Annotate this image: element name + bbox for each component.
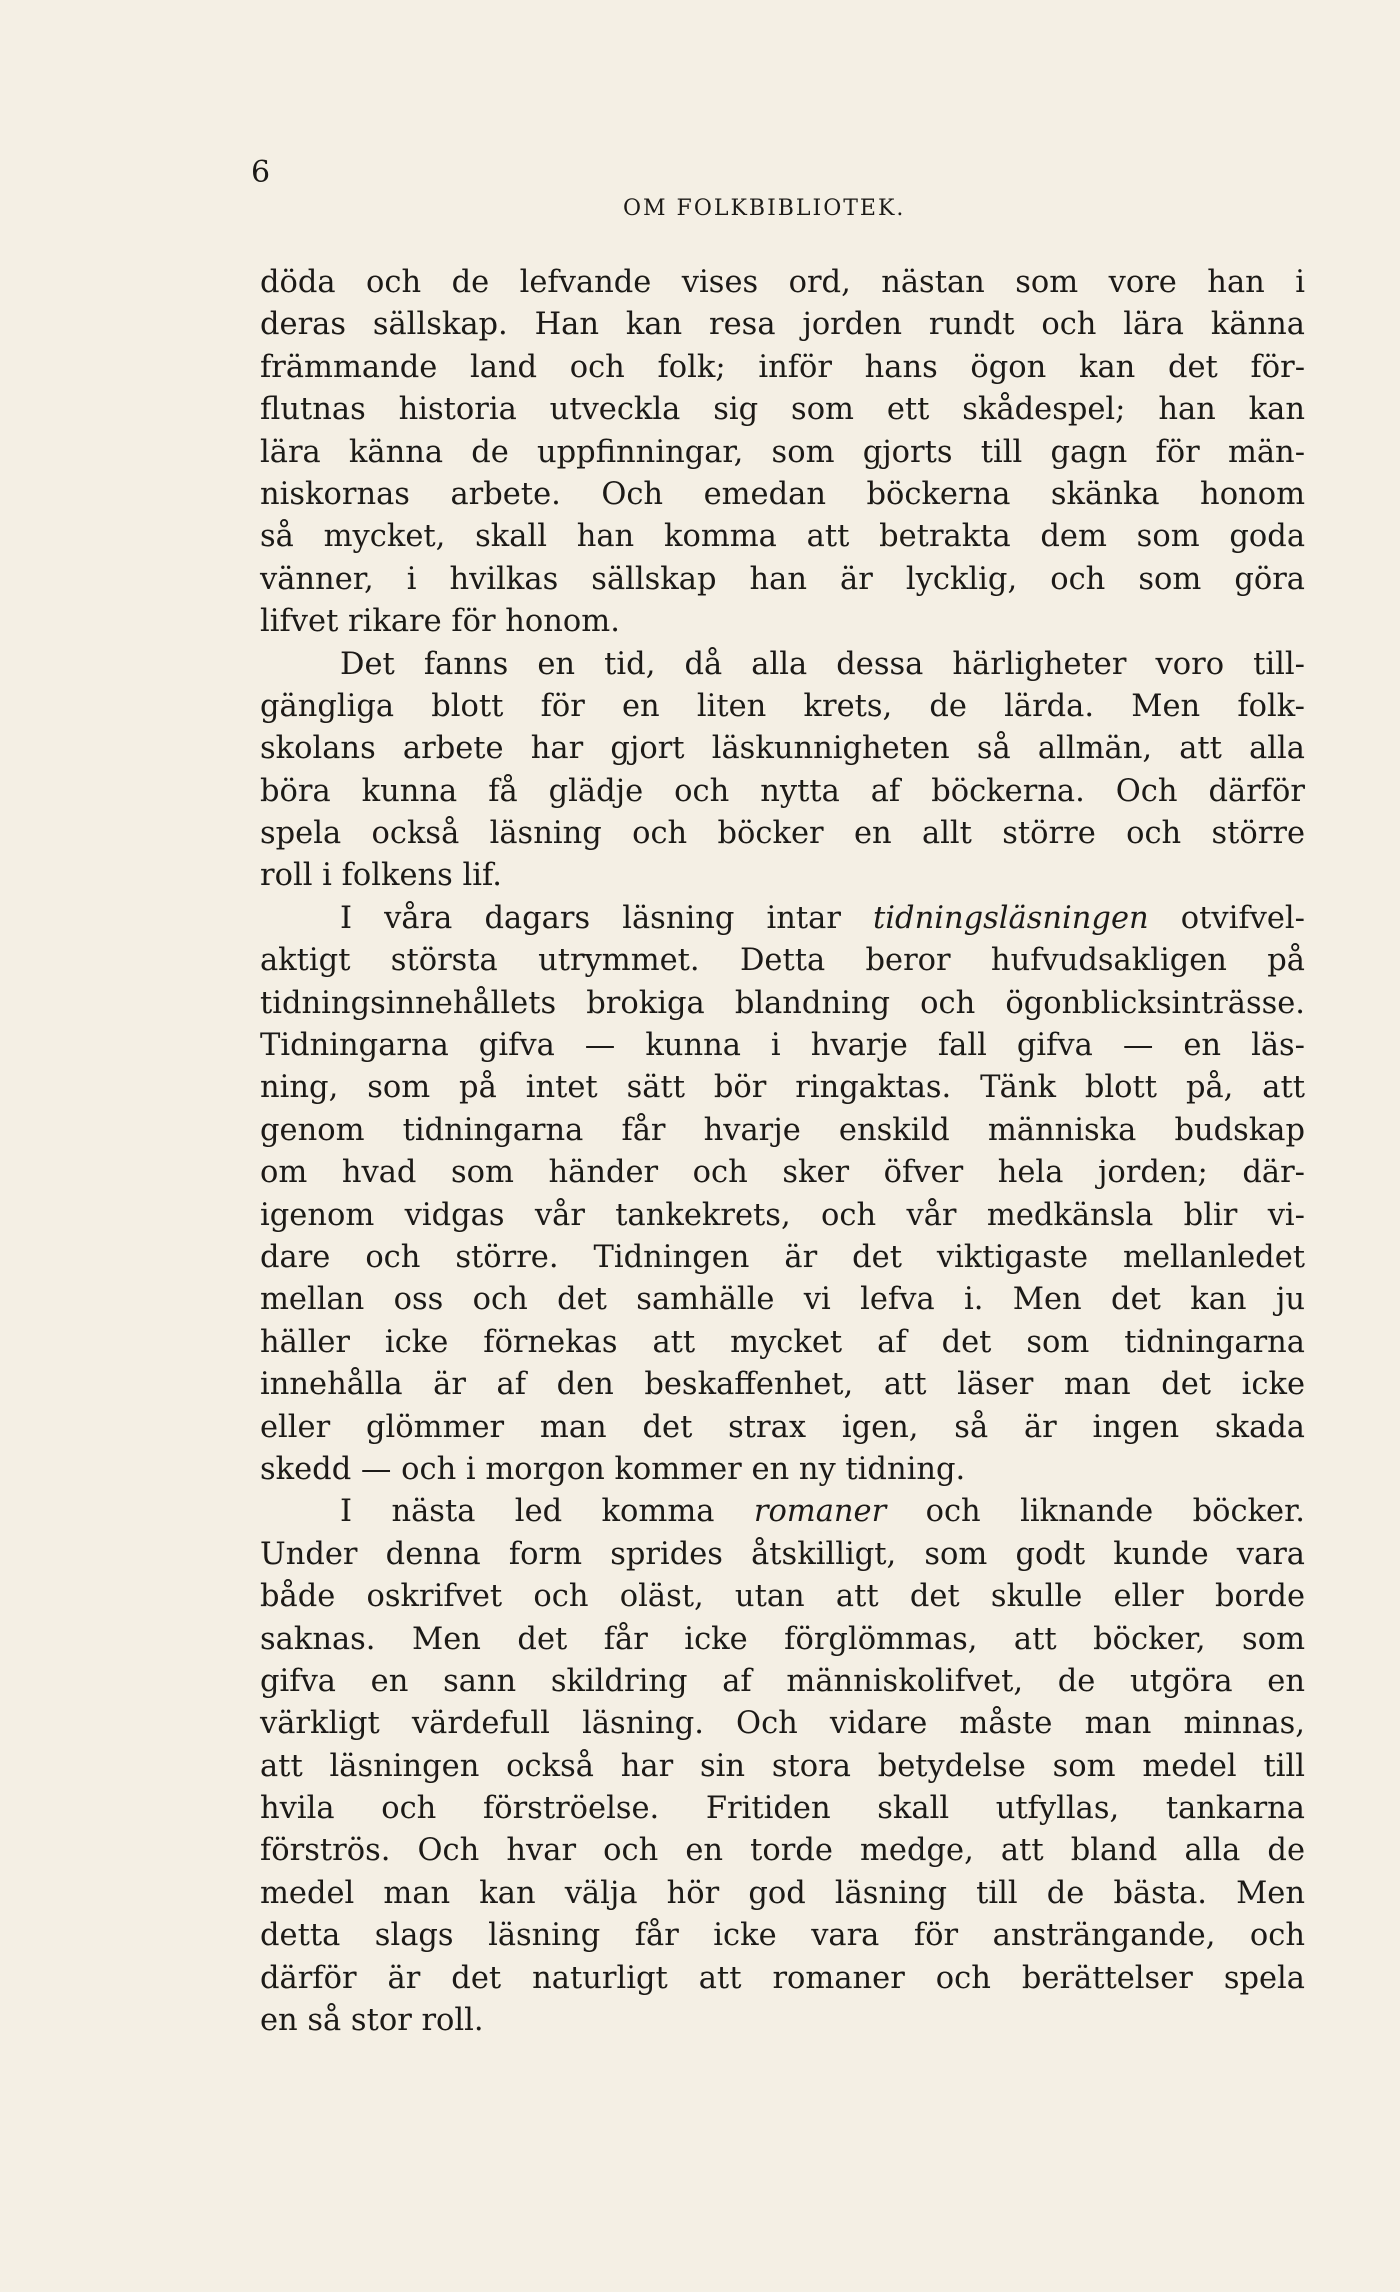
text-segment: därför är det naturligt att romaner och berättelser spela: [260, 1960, 1305, 1996]
text-segment: I våra dagars läsning intar: [340, 900, 874, 936]
text-line: [260, 347, 1305, 389]
text-segment: gängliga blott för en liten krets, de lärda. Men folk-: [260, 688, 1305, 724]
text-line: [260, 1534, 1305, 1576]
text-segment: skolans arbete har gjort läskunnigheten så allmän, att alla: [260, 731, 1305, 767]
text-line: [260, 983, 1305, 1025]
text-line: [260, 1576, 1305, 1618]
text-segment: värkligt värdefull läsning. Och vidare måste man minnas,: [260, 1706, 1305, 1742]
text-segment: otvifvel-: [1148, 900, 1305, 936]
text-line: [260, 771, 1305, 813]
text-segment: om hvad som händer och sker öfver hela jorden; där-: [260, 1155, 1305, 1191]
text-segment: medel man kan välja hör god läsning till de bästa. Men: [260, 1875, 1305, 1911]
text-line: [260, 686, 1305, 728]
text-line: [260, 432, 1305, 474]
text-line: [260, 474, 1305, 516]
text-line: [260, 1237, 1305, 1279]
text-segment: Under denna form sprides åtskilligt, som godt kunde vara: [260, 1536, 1305, 1572]
text-segment: eller glömmer man det strax igen, så är ingen skada: [260, 1409, 1305, 1445]
text-line: [260, 262, 1305, 304]
text-line: [260, 1449, 1305, 1491]
body-text: [260, 262, 1305, 2042]
page-number: 6: [251, 155, 271, 190]
text-line: [260, 1915, 1305, 1957]
text-line: [260, 2000, 1305, 2042]
text-line: [260, 813, 1305, 855]
text-segment: förströs. Och hvar och en torde medge, att bland alla de: [260, 1833, 1305, 1869]
text-segment: gifva en sann skildring af människolifvet, de utgöra en: [260, 1663, 1305, 1699]
text-segment: igenom vidgas vår tankekrets, och vår medkänsla blir vi-: [260, 1197, 1305, 1233]
text-line: [260, 1619, 1305, 1661]
text-segment: saknas. Men det får icke förglömmas, att böcker, som: [260, 1621, 1305, 1657]
text-segment: och liknande böcker.: [886, 1494, 1305, 1530]
text-line: [260, 1830, 1305, 1872]
text-segment: lifvet rikare för honom.: [260, 604, 620, 640]
emphasized-term: tidningsläsningen: [873, 900, 1149, 936]
text-line: [260, 728, 1305, 770]
text-segment: främmande land och folk; inför hans ögon kan det för-: [260, 349, 1305, 385]
text-line: [260, 559, 1305, 601]
text-segment: Det fanns en tid, då alla dessa härligheter voro till-: [340, 646, 1305, 682]
text-segment: ning, som på intet sätt bör ringaktas. Tänk blott på, att: [260, 1070, 1305, 1106]
text-line: [260, 1407, 1305, 1449]
text-segment: flutnas historia utveckla sig som ett skådespel; han kan: [260, 392, 1305, 428]
text-line: [260, 644, 1305, 686]
text-line: [260, 1491, 1305, 1533]
text-line: [260, 304, 1305, 346]
text-line: [260, 1661, 1305, 1703]
text-line: [260, 940, 1305, 982]
text-segment: detta slags läsning får icke vara för ansträngande, och: [260, 1918, 1305, 1954]
text-segment: deras sällskap. Han kan resa jorden rundt och lära känna: [260, 307, 1305, 343]
text-line: [260, 1746, 1305, 1788]
text-segment: dare och större. Tidningen är det viktigaste mellanledet: [260, 1239, 1305, 1275]
text-segment: mellan oss och det samhälle vi lefva i. Men det kan ju: [260, 1282, 1305, 1318]
emphasized-term: romaner: [753, 1494, 887, 1530]
text-segment: böra kunna få glädje och nytta af böckerna. Och därför: [260, 773, 1305, 809]
text-line: [260, 1195, 1305, 1237]
text-line: [260, 1152, 1305, 1194]
text-segment: döda och de lefvande vises ord, nästan som vore han i: [260, 265, 1305, 300]
text-line: [260, 898, 1305, 940]
text-segment: både oskrifvet och oläst, utan att det skulle eller borde: [260, 1579, 1305, 1615]
text-segment: niskornas arbete. Och emedan böckerna skänka honom: [260, 476, 1305, 512]
text-segment: aktigt största utrymmet. Detta beror hufvudsakligen på: [260, 943, 1305, 979]
text-segment: spela också läsning och böcker en allt större och större: [260, 816, 1305, 852]
text-line: [260, 601, 1305, 643]
text-line: [260, 855, 1305, 897]
text-segment: genom tidningarna får hvarje enskild människa budskap: [260, 1112, 1305, 1148]
text-segment: innehålla är af den beskaffenhet, att läser man det icke: [260, 1367, 1305, 1403]
text-segment: Tidningarna gifva — kunna i hvarje fall gifva — en läs-: [260, 1028, 1305, 1064]
text-segment: roll i folkens lif.: [260, 858, 502, 894]
text-segment: tidningsinnehållets brokiga blandning och ögonblicksinträsse.: [260, 985, 1305, 1021]
text-line: [260, 1067, 1305, 1109]
text-line: [260, 1322, 1305, 1364]
text-line: [260, 516, 1305, 558]
text-line: [260, 1364, 1305, 1406]
text-line: [260, 1958, 1305, 2000]
text-segment: häller icke förnekas att mycket af det som tidningarna: [260, 1324, 1305, 1360]
text-segment: hvila och förströelse. Fritiden skall utfyllas, tankarna: [260, 1791, 1305, 1827]
text-segment: så mycket, skall han komma att betrakta dem som goda: [260, 519, 1305, 555]
text-line: [260, 1873, 1305, 1915]
text-line: [260, 1279, 1305, 1321]
text-line: [260, 1703, 1305, 1745]
text-segment: I nästa led komma: [340, 1494, 754, 1530]
text-line: [260, 1788, 1305, 1830]
text-line: [260, 389, 1305, 431]
text-segment: skedd — och i morgon kommer en ny tidning.: [260, 1451, 966, 1487]
text-line: [260, 1110, 1305, 1152]
text-segment: lära känna de uppfinningar, som gjorts till gagn för män-: [260, 434, 1305, 470]
text-line: [260, 1025, 1305, 1067]
running-head: OM FOLKBIBLIOTEK.: [623, 196, 906, 221]
text-segment: en så stor roll.: [260, 2003, 484, 2039]
text-segment: vänner, i hvilkas sällskap han är lycklig, och som göra: [260, 561, 1305, 597]
text-segment: att läsningen också har sin stora betydelse som medel till: [260, 1748, 1305, 1784]
